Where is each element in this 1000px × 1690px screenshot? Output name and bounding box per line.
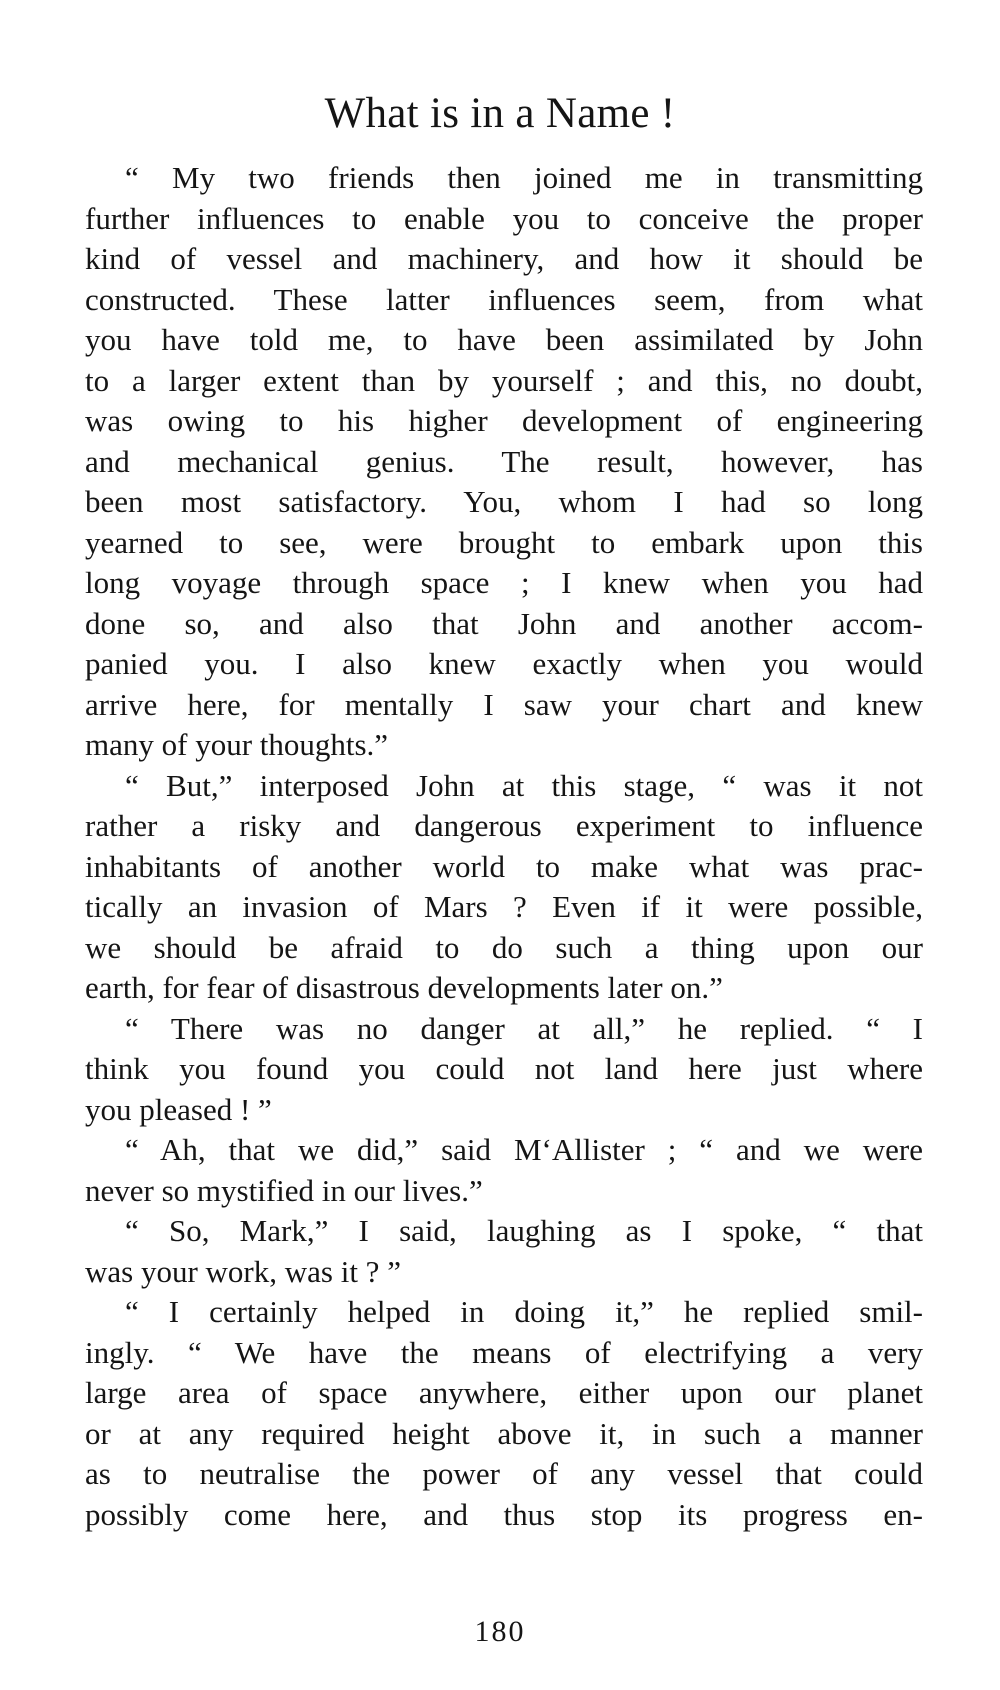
text-line: as to neutralise the power of any vessel that could <box>85 1456 923 1491</box>
text-line: and mechanical genius. The result, however, has <box>85 443 923 479</box>
text-line: yearned to see, were brought to embark upon this <box>85 524 923 560</box>
text-line: possibly come here, and thus stop its progress en- <box>85 1496 923 1532</box>
page-number: 180 <box>474 1615 526 1648</box>
text-line: rather a risky and dangerous experiment to influence <box>85 808 923 843</box>
text-line: “ Ah, that we did,” said M‘Allister ; “ and we were <box>125 1132 923 1167</box>
text-line: been most satisfactory. You, whom I had so long <box>85 484 923 519</box>
text-line: constructed. These latter influences seem, from what <box>85 281 923 317</box>
text-line: we should be afraid to do such a thing upon our <box>85 929 923 965</box>
text-line: “ My two friends then joined me in transmitting <box>125 160 923 195</box>
text-line: inhabitants of another world to make what was prac- <box>85 848 923 884</box>
text-line: long voyage through space ; I knew when you had <box>85 565 923 600</box>
text-line: “ But,” interposed John at this stage, “ was it not <box>125 767 923 803</box>
text-line: many of your thoughts.” <box>85 727 389 762</box>
text-line: never so mystified in our lives.” <box>85 1172 483 1208</box>
text-line: further influences to enable you to conceive the proper <box>85 200 923 236</box>
text-line: tically an invasion of Mars ? Even if it were possible, <box>85 889 923 924</box>
text-line: done so, and also that John and another accom- <box>85 605 923 641</box>
text-line: to a larger extent than by yourself ; and this, no doubt, <box>85 362 923 398</box>
text-line: you pleased ! ” <box>85 1091 272 1127</box>
text-line: was your work, was it ? ” <box>85 1253 401 1289</box>
text-line: “ I certainly helped in doing it,” he replied smil- <box>125 1294 923 1329</box>
text-line: was owing to his higher development of engineering <box>85 403 923 438</box>
text-line: kind of vessel and machinery, and how it should be <box>85 241 923 276</box>
text-line: think you found you could not land here just where <box>85 1051 923 1086</box>
body-text <box>85 158 923 1535</box>
text-line: “ So, Mark,” I said, laughing as I spoke, “ that <box>125 1213 923 1248</box>
text-line: you have told me, to have been assimilated by John <box>85 322 923 357</box>
text-line: or at any required height above it, in such a manner <box>85 1415 923 1451</box>
text-line: ingly. “ We have the means of electrifying a very <box>85 1334 923 1370</box>
text-line: arrive here, for mentally I saw your chart and knew <box>85 686 923 722</box>
text-line: panied you. I also knew exactly when you would <box>85 646 923 681</box>
running-title: What is in a Name ! <box>324 90 676 137</box>
text-line: “ There was no danger at all,” he replied. “ I <box>125 1010 923 1046</box>
text-line: large area of space anywhere, either upon our planet <box>85 1375 923 1410</box>
text-line: earth, for fear of disastrous developments later on.” <box>85 970 723 1005</box>
